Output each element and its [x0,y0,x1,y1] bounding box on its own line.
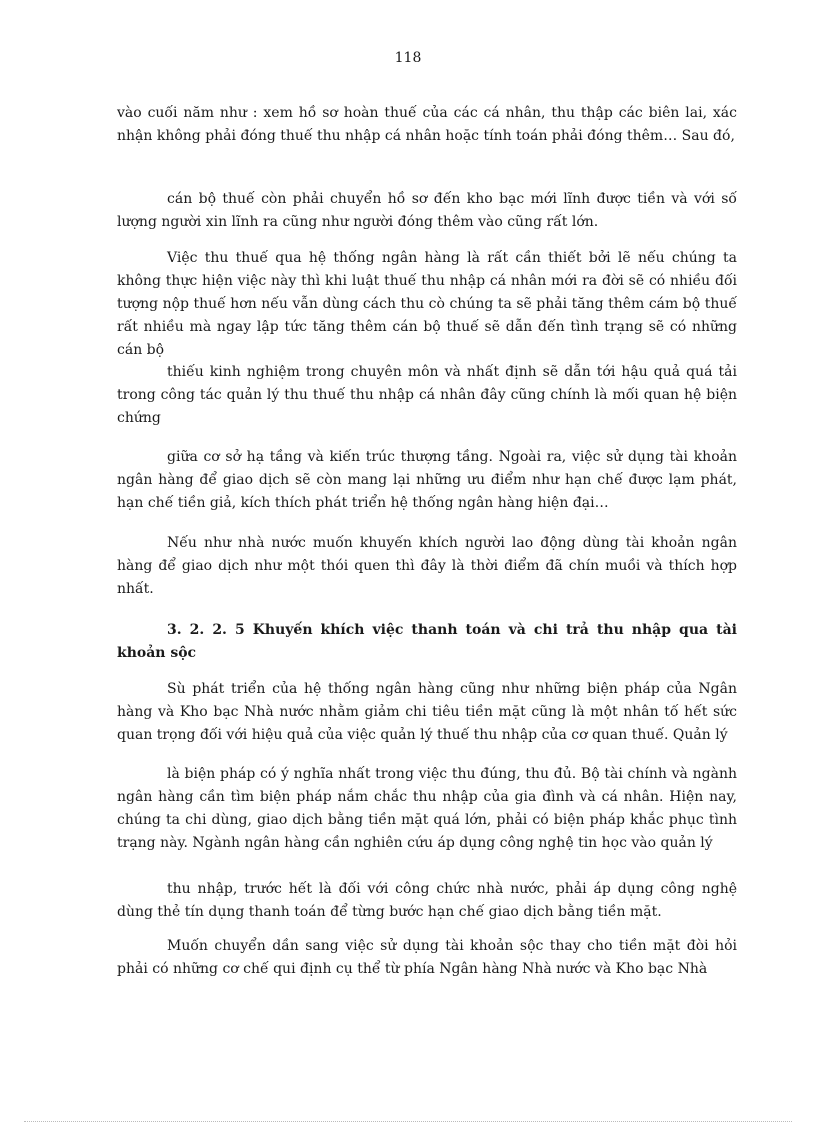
paragraph-1: vào cuối năm như : xem hồ sơ hoàn thuế của các cá nhân, thu thập các biên lai, xác nhận không phải đóng thuế thu nhập cá nhân hoặc tính toán phải đóng thêm… Sau đó, [117,105,737,144]
paragraph-7: Sù phát triển của hệ thống ngân hàng cũng như những biện pháp của Ngân hàng và Kho bạc Nhà nước nhằm giảm chi tiêu tiền mặt cũng là một nhân tố hết sức quan trọng đối với hiệu quả của việc quản lý thuế thu nhập của cơ quan thuế. Quản lý [117,681,737,743]
paragraph-10: Muốn chuyển dần sang việc sử dụng tài khoản sộc thay cho tiền mặt đòi hỏi phải có những cơ chế qui định cụ thể từ phía Ngân hàng Nhà nước và Kho bạc Nhà [117,938,737,977]
section-heading: 3. 2. 2. 5 Khuyến khích việc thanh toán và chi trả thu nhập qua tài khoản sộc [117,622,737,661]
paragraph-8: là biện pháp có ý nghĩa nhất trong việc thu đúng, thu đủ. Bộ tài chính và ngành ngân hàng cần tìm biện pháp nắm chắc thu nhập của gia đình và cá nhân. Hiện nay, chúng ta chi dùng, giao dịch bằng tiền mặt quá lớn, phải có biện pháp khắc phục tình trạng này. Ngành ngân hàng cần nghiên cứu áp dụng công nghệ tin học vào quản lý [117,766,737,851]
paragraph-6: Nếu như nhà nước muốn khuyến khích người lao động dùng tài khoản ngân hàng để giao dịch như một thói quen thì đây là thời điểm đã chín muồi và thích hợp nhất. [117,535,737,597]
paragraph-9: thu nhập, trước hết là đối với công chức nhà nước, phải áp dụng công nghệ dùng thẻ tín dụng thanh toán để từng bước hạn chế giao dịch bằng tiền mặt. [117,881,737,920]
paragraph-2: cán bộ thuế còn phải chuyển hồ sơ đến kho bạc mới lĩnh được tiền và với số lượng người xin lĩnh ra cũng như người đóng thêm vào cũng rất lớn. [117,191,737,230]
page-number: 118 [394,50,422,66]
paragraph-5: giữa cơ sở hạ tầng và kiến trúc thượng tầng. Ngoài ra, việc sử dụng tài khoản ngân hàng để giao dịch sẽ còn mang lại những ưu điểm như hạn chế được lạm phát, hạn chế tiền giả, kích thích phát triển hệ thống ngân hàng hiện đại… [117,449,737,511]
page-bottom-rule [24,1121,792,1122]
paragraph-3: Việc thu thuế qua hệ thống ngân hàng là rất cần thiết bởi lẽ nếu chúng ta không thực hiện việc này thì khi luật thuế thu nhập cá nhân mới ra đời sẽ có nhiều đối tượng nộp thuế hơn nếu vẫn dùng cách thu cò chúng ta sẽ phải tăng thêm cám bộ thuế rất nhiều mà ngay lập tức tăng thêm cán bộ thuế sẽ dẫn đến tình trạng sẽ có những cán bộ [117,250,737,358]
paragraph-4: thiếu kinh nghiệm trong chuyên môn và nhất định sẽ dẫn tới hậu quả quá tải trong công tác quản lý thu thuế thu nhập cá nhân đây cũng chính là mối quan hệ biện chứng [117,364,737,426]
